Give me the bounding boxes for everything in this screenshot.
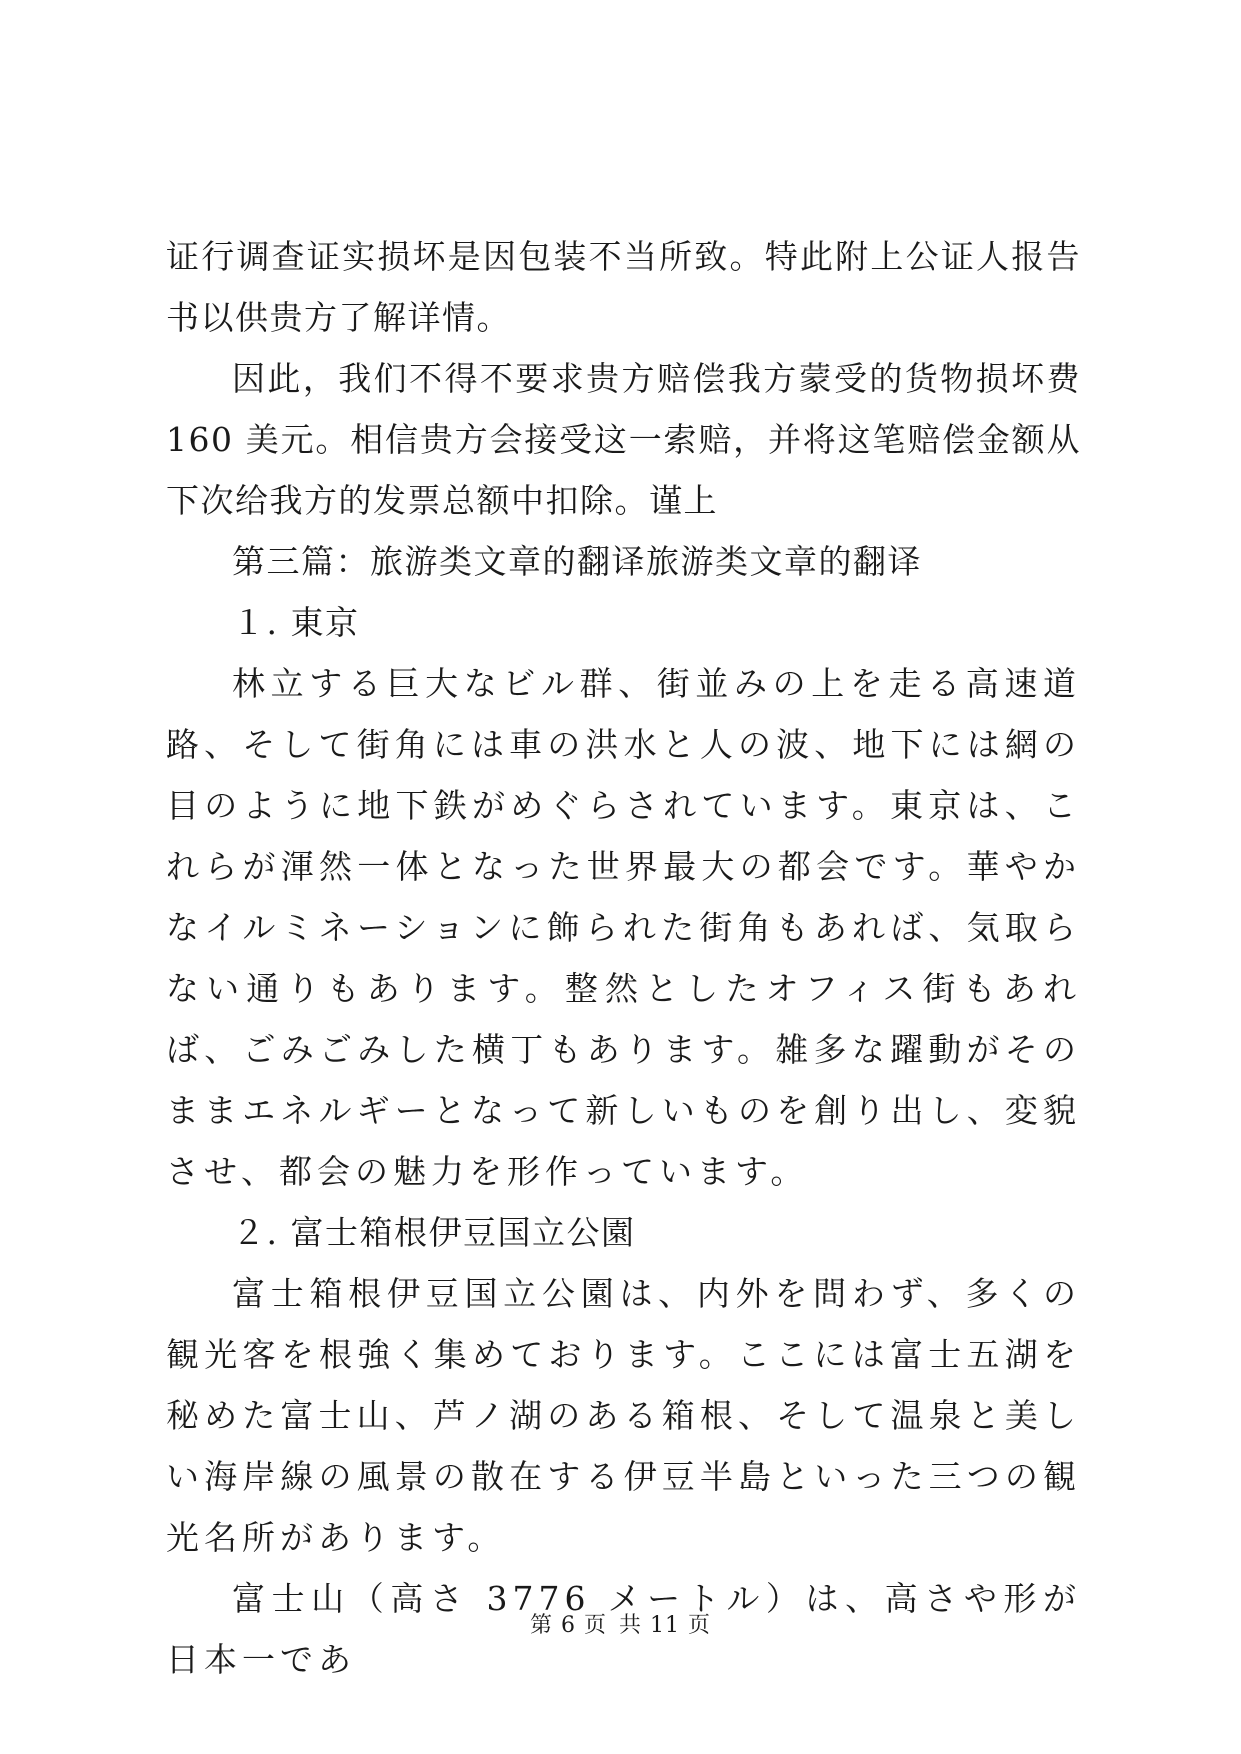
document-body xyxy=(166,226,1081,1690)
paragraph-claim-continuation: 证行调查证实损坏是因包装不当所致。特此附上公证人报告书以供贵方了解详情。 xyxy=(166,237,1081,337)
paragraph-fuji-hakone-izu: 富士箱根伊豆国立公園は、内外を問わず、多くの観光客を根強く集めております。ここには富士五湖を秘めた富士山、芦ノ湖のある箱根、そして温泉と美しい海岸線の風景の散在する伊豆半島といった三つの観光名所があります。 xyxy=(166,1274,1081,1557)
subheading-fuji-hakone-izu: ２. 富士箱根伊豆国立公園 xyxy=(232,1213,636,1252)
paragraph-claim-request: 因此，我们不得不要求贵方赔偿我方蒙受的货物损坏费 160 美元。相信贵方会接受这一索赔，并将这笔赔偿金额从下次给我方的发票总额中扣除。谨上 xyxy=(166,359,1081,520)
page-footer xyxy=(0,1608,1241,1639)
page-total: 共 11 页 xyxy=(619,1613,711,1638)
paragraph-mount-fuji: 富士山（高さ 3776 メートル）は、高さや形が日本一であ xyxy=(166,1579,1081,1679)
section-heading: 第三篇：旅游类文章的翻译旅游类文章的翻译 xyxy=(232,542,922,581)
paragraph-tokyo: 林立する巨大なビル群、街並みの上を走る高速道路、そして街角には車の洪水と人の波、地下には網の目のように地下鉄がめぐらされています。東京は、これらが渾然一体となった世界最大の都会です。華やかなイルミネーションに飾られた街角もあれば、気取らない通りもあります。整然としたオフィス街もあれば、ごみごみした横丁もあります。雑多な躍動がそのままエネルギーとなって新しいものを創り出し、変貌させ、都会の魅力を形作っています。 xyxy=(166,664,1081,1191)
subheading-tokyo: １. 東京 xyxy=(232,603,360,642)
page-number: 第 6 页 xyxy=(530,1613,607,1638)
